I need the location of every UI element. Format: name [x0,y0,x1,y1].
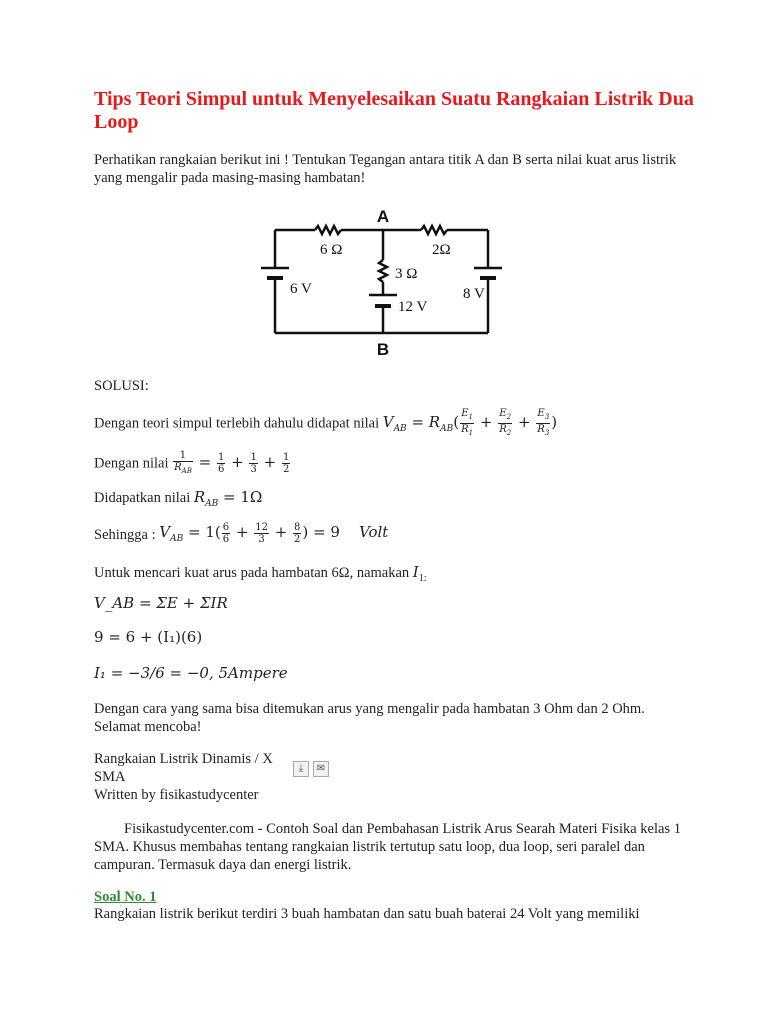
battery-right-label: 8 V [463,286,485,302]
step5-line [94,563,427,588]
soal-text: Rangkaian listrik berikut terdiri 3 buah hambatan dan satu buah baterai 24 Volt yang memiliki [94,906,640,922]
battery-mid-label: 12 V [398,299,428,315]
step3-line [94,488,262,513]
intro-paragraph: Perhatikan rangkaian berikut ini ! Tentukan Tegangan antara titik A dan B serta nilai kuat arus listrik yang mengalir pada masing-masing hambatan! [94,152,677,186]
step1-formula: $V_{AB} = R_{AB}$( $\frac{E_1}{R_1}$ + $\frac{E_2}{R_2}$ + $\frac{E_3}{R_3}$ ) [382,408,558,437]
soal-link[interactable]: Soal No. 1 [94,889,157,905]
step5-var: I [412,563,419,581]
resistor-left-label: 6 Ω [320,242,343,258]
step4-text: Sehingga : [94,526,156,543]
node-a-label: A [376,207,390,226]
step1-text: Dengan teori simpul terlebih dahulu didapat nilai [94,415,380,432]
node-b-label: B [376,340,390,359]
article-body: Fisikastudycenter.com - Contoh Soal dan Pembahasan Listrik Arus Searah Materi Fisika kelas 1 SMA. Khusus membahas tentang rangkaian listrik tertutup satu loop, dua loop, seri paralel dan campuran. Termasuk daya dan energi listrik. [94,821,681,873]
resistor-mid-label: 3 Ω [395,266,418,282]
resistor-right-label: 2Ω [432,242,451,258]
step2-formula: $\frac{1}{R_{AB}}$ = $\frac{1}{6}$ + $\frac{1}{3}$ + $\frac{1}{2}$ [174,450,290,475]
email-icon[interactable]: ✉ [313,761,329,777]
circuit-diagram [250,205,520,360]
step4-line [94,522,388,548]
equation-i1: I₁ = −3/6 = −0, 5Ampere [94,664,288,682]
closing-paragraph: Dengan cara yang sama bisa ditemukan arus yang mengalir pada hambatan 3 Ohm dan 2 Ohm. Selamat mencoba! [94,701,645,735]
step3-formula: $R_{AB} = 1\Omega$ [193,488,263,509]
step2-text: Dengan nilai [94,455,169,472]
equation-vab-sum: V_AB = ΣE + ΣIR [94,594,228,612]
step3-text: Didapatkan nilai [94,490,191,506]
pdf-icon[interactable]: ⤓ [293,761,309,777]
step2-line [94,450,291,477]
page-title: Tips Teori Simpul untuk Menyelesaikan Suatu Rangkaian Listrik Dua Loop [94,88,694,133]
equation-nine: 9 = 6 + (I₁)(6) [94,628,203,646]
article-title-line1: Rangkaian Listrik Dinamis / X [94,751,273,767]
step5-text: Untuk mencari kuat arus pada hambatan 6Ω, namakan [94,565,410,581]
solusi-label: SOLUSI: [94,378,149,394]
article-title-line2: SMA [94,769,126,785]
step4-formula: $V_{AB} = 1$( $\frac{6}{6}$ + $\frac{12}{3}$ + $\frac{8}{2}$ ) = 9 Volt [159,522,389,545]
step5-sub: 1: [418,572,427,584]
step1-line [94,408,714,439]
article-actions [293,758,329,777]
battery-left-label: 6 V [290,281,312,297]
article-author: Written by fisikastudycenter [94,787,259,803]
